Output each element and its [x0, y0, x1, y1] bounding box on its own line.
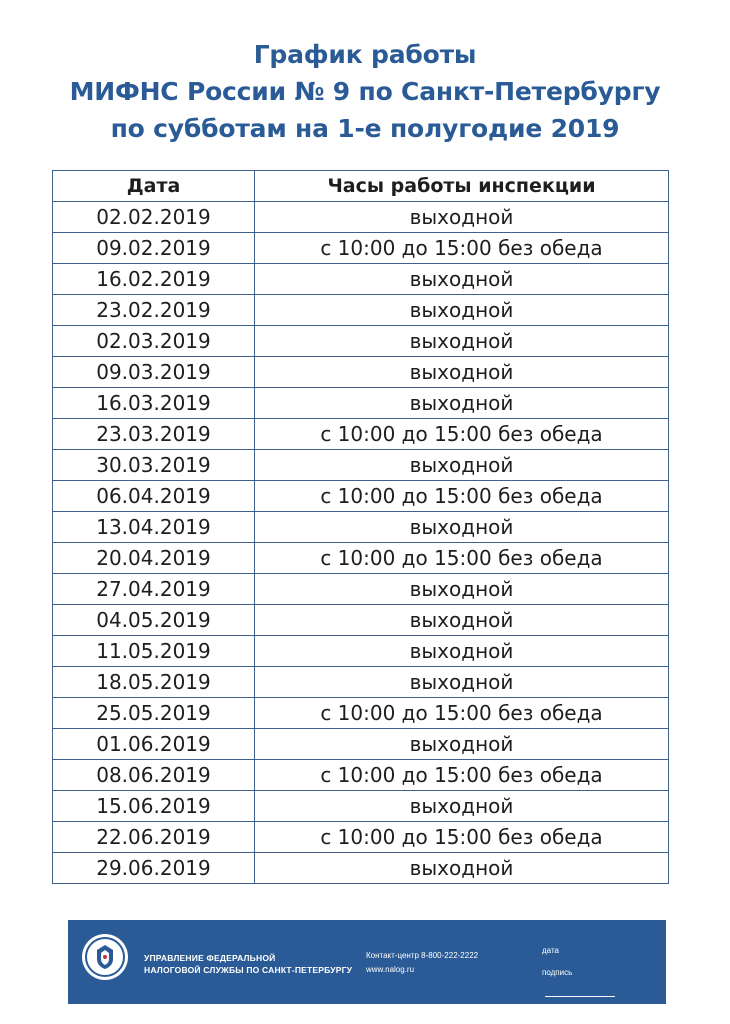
hours-cell: выходной	[255, 729, 669, 760]
signature-label: подпись	[542, 968, 573, 977]
table-row	[53, 481, 669, 512]
date-cell: 02.03.2019	[53, 326, 255, 357]
signature-line	[545, 996, 615, 997]
date-cell: 02.02.2019	[53, 202, 255, 233]
date-cell: 04.05.2019	[53, 605, 255, 636]
table-row	[53, 822, 669, 853]
agency-line-2: НАЛОГОВОЙ СЛУЖБЫ ПО САНКТ-ПЕТЕРБУРГУ	[144, 965, 353, 975]
hours-cell: выходной	[255, 605, 669, 636]
table-row	[53, 760, 669, 791]
table-row	[53, 264, 669, 295]
hours-cell: выходной	[255, 574, 669, 605]
schedule-body	[53, 202, 669, 884]
hours-cell: выходной	[255, 667, 669, 698]
title-line-3: по субботам на 1-е полугодие 2019	[110, 114, 620, 143]
hours-cell: с 10:00 до 15:00 без обеда	[255, 481, 669, 512]
hours-cell: выходной	[255, 357, 669, 388]
date-cell: 25.05.2019	[53, 698, 255, 729]
table-row	[53, 388, 669, 419]
hours-cell: с 10:00 до 15:00 без обеда	[255, 419, 669, 450]
table-row	[53, 636, 669, 667]
hours-cell: с 10:00 до 15:00 без обеда	[255, 822, 669, 853]
date-cell: 22.06.2019	[53, 822, 255, 853]
hours-cell: выходной	[255, 295, 669, 326]
date-cell: 20.04.2019	[53, 543, 255, 574]
hours-cell: с 10:00 до 15:00 без обеда	[255, 233, 669, 264]
hours-cell: выходной	[255, 450, 669, 481]
table-row	[53, 605, 669, 636]
table-row	[53, 791, 669, 822]
table-row	[53, 698, 669, 729]
agency-name	[144, 952, 352, 976]
title-line-1: График работы	[253, 40, 477, 69]
date-cell: 29.06.2019	[53, 853, 255, 884]
table-row	[53, 512, 669, 543]
date-cell: 27.04.2019	[53, 574, 255, 605]
table-row	[53, 729, 669, 760]
hours-cell: выходной	[255, 326, 669, 357]
date-cell: 16.03.2019	[53, 388, 255, 419]
document-title	[0, 36, 730, 147]
date-cell: 09.03.2019	[53, 357, 255, 388]
title-line-2: МИФНС России № 9 по Санкт-Петербургу	[69, 77, 661, 106]
date-cell: 30.03.2019	[53, 450, 255, 481]
date-cell: 01.06.2019	[53, 729, 255, 760]
contacts-block	[366, 949, 478, 977]
table-row	[53, 202, 669, 233]
table-row	[53, 450, 669, 481]
table-row	[53, 357, 669, 388]
table-row	[53, 233, 669, 264]
hours-cell: выходной	[255, 791, 669, 822]
table-row	[53, 419, 669, 450]
table-row	[53, 667, 669, 698]
signature-block	[542, 940, 615, 1006]
hours-cell: выходной	[255, 512, 669, 543]
website-link[interactable]: www.nalog.ru	[366, 965, 415, 974]
date-cell: 08.06.2019	[53, 760, 255, 791]
hours-cell: выходной	[255, 853, 669, 884]
date-cell: 18.05.2019	[53, 667, 255, 698]
hours-cell: выходной	[255, 636, 669, 667]
hours-cell: выходной	[255, 264, 669, 295]
table-header-row	[53, 171, 669, 202]
table-row	[53, 574, 669, 605]
column-header-hours: Часы работы инспекции	[255, 171, 669, 202]
date-cell: 16.02.2019	[53, 264, 255, 295]
schedule-table	[52, 170, 669, 884]
footer-banner	[68, 920, 666, 1004]
hours-cell: выходной	[255, 388, 669, 419]
tax-service-emblem-icon	[82, 934, 128, 980]
hours-cell: с 10:00 до 15:00 без обеда	[255, 760, 669, 791]
date-cell: 23.03.2019	[53, 419, 255, 450]
hours-cell: с 10:00 до 15:00 без обеда	[255, 698, 669, 729]
date-cell: 23.02.2019	[53, 295, 255, 326]
table-row	[53, 543, 669, 574]
contact-center-phone: Контакт-центр 8-800-222-2222	[366, 951, 479, 960]
signature-field	[542, 962, 615, 1006]
date-cell: 11.05.2019	[53, 636, 255, 667]
hours-cell: с 10:00 до 15:00 без обеда	[255, 543, 669, 574]
column-header-date: Дата	[53, 171, 255, 202]
date-label: дата	[542, 946, 559, 955]
date-cell: 09.02.2019	[53, 233, 255, 264]
table-row	[53, 326, 669, 357]
date-cell: 06.04.2019	[53, 481, 255, 512]
table-row	[53, 853, 669, 884]
date-cell: 13.04.2019	[53, 512, 255, 543]
table-row	[53, 295, 669, 326]
date-cell: 15.06.2019	[53, 791, 255, 822]
agency-line-1: УПРАВЛЕНИЕ ФЕДЕРАЛЬНОЙ	[144, 953, 276, 963]
hours-cell: выходной	[255, 202, 669, 233]
